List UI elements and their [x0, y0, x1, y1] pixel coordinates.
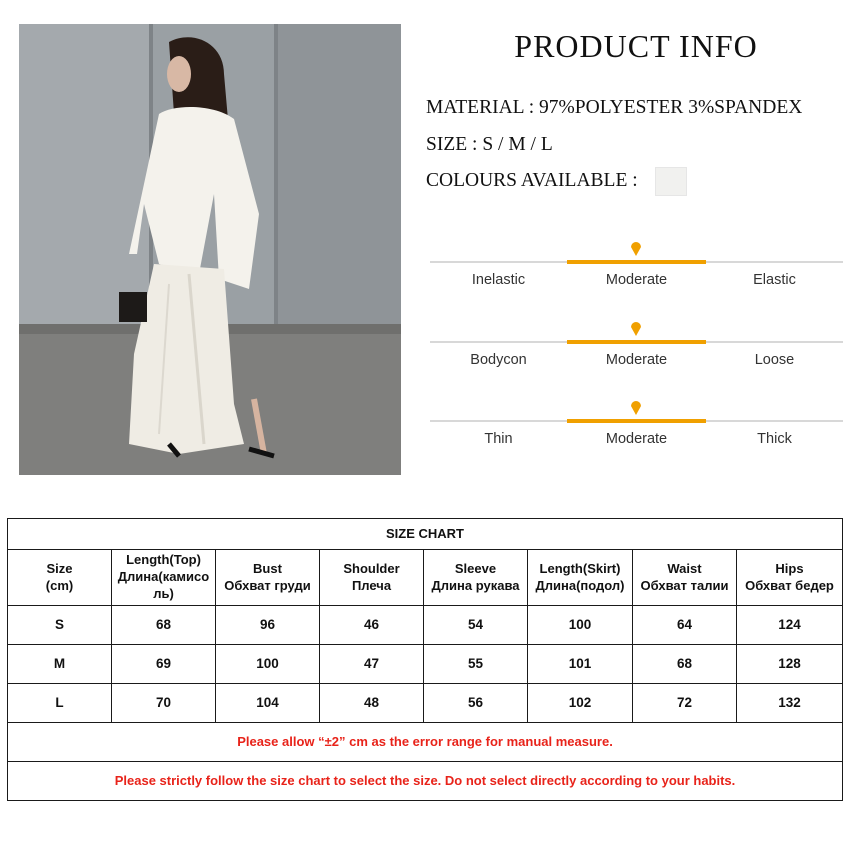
table-cell: 72: [633, 684, 737, 723]
size-chart-table: [7, 518, 843, 801]
table-cell: 69: [112, 645, 216, 684]
colour-swatch: [655, 167, 687, 196]
table-cell: 64: [633, 606, 737, 645]
table-cell: 48: [320, 684, 424, 723]
header-sleeve: Sleeve Длина рукава: [424, 550, 528, 606]
scale-right-label: Thick: [757, 431, 792, 447]
size-chart-title: SIZE CHART: [8, 519, 843, 550]
model-photo-icon: [19, 24, 401, 475]
table-cell: M: [8, 645, 112, 684]
table-cell: S: [8, 606, 112, 645]
location-pin-icon: [630, 399, 642, 415]
table-row: [8, 684, 843, 723]
header-bust: Bust Обхват груди: [216, 550, 320, 606]
table-cell: L: [8, 684, 112, 723]
table-row: [8, 606, 843, 645]
location-pin-icon: [630, 320, 642, 336]
header-length-skirt: Length(Skirt) Длина(подол): [528, 550, 633, 606]
table-cell: 70: [112, 684, 216, 723]
table-cell: 47: [320, 645, 424, 684]
model-photo: [19, 24, 401, 475]
table-cell: 46: [320, 606, 424, 645]
table-cell: 54: [424, 606, 528, 645]
table-cell: 100: [528, 606, 633, 645]
measurement-note: Please allow “±2” cm as the error range for manual measure.: [8, 723, 843, 762]
table-cell: 104: [216, 684, 320, 723]
material-spec: MATERIAL : 97%POLYESTER 3%SPANDEX: [426, 97, 803, 118]
size-selection-note: Please strictly follow the size chart to select the size. Do not select directly according to your habits.: [8, 762, 843, 801]
table-row: [8, 645, 843, 684]
thickness-scale: [430, 399, 843, 459]
size-spec: SIZE : S / M / L: [426, 134, 553, 155]
location-pin-icon: [630, 240, 642, 256]
table-cell: 128: [737, 645, 843, 684]
scale-middle-label: Moderate: [605, 352, 668, 368]
colours-spec: COLOURS AVAILABLE :: [426, 170, 638, 191]
table-cell: 124: [737, 606, 843, 645]
scale-middle-label: Moderate: [605, 431, 668, 447]
scale-right-label: Elastic: [753, 272, 796, 288]
scale-left-label: Bodycon: [470, 352, 527, 368]
scale-right-label: Loose: [754, 352, 795, 368]
scale-middle-label: Moderate: [605, 272, 668, 288]
scale-selected-segment: [567, 260, 706, 264]
product-info-title: PRODUCT INFO: [514, 28, 758, 64]
elasticity-scale: [430, 240, 843, 300]
table-cell: 56: [424, 684, 528, 723]
header-size: Size (cm): [8, 550, 112, 606]
table-cell: 101: [528, 645, 633, 684]
fit-scale: [430, 320, 843, 380]
scale-left-label: Thin: [484, 431, 513, 447]
table-cell: 132: [737, 684, 843, 723]
table-cell: 102: [528, 684, 633, 723]
header-waist: Waist Обхват талии: [633, 550, 737, 606]
table-cell: 55: [424, 645, 528, 684]
size-chart-header: [8, 550, 843, 606]
table-cell: 96: [216, 606, 320, 645]
header-length-top: Length(Top) Длина(камисо ль): [112, 550, 216, 606]
scale-left-label: Inelastic: [471, 272, 526, 288]
header-hips: Hips Обхват бедер: [737, 550, 843, 606]
header-shoulder: Shoulder Плеча: [320, 550, 424, 606]
scale-selected-segment: [567, 340, 706, 344]
table-cell: 100: [216, 645, 320, 684]
scale-selected-segment: [567, 419, 706, 423]
table-cell: 68: [112, 606, 216, 645]
table-cell: 68: [633, 645, 737, 684]
